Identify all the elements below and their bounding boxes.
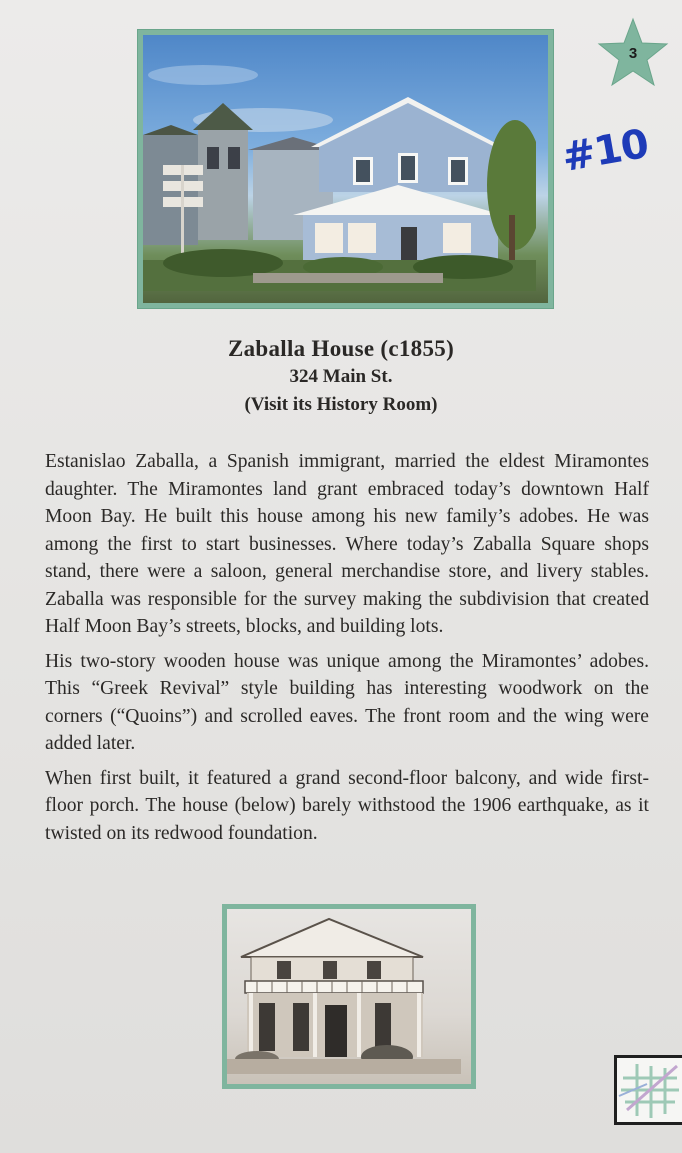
bottom-photo-frame (222, 904, 476, 1089)
address: 324 Main St. (289, 366, 393, 387)
historic-house-photo (227, 909, 471, 1084)
locator-map (614, 1055, 682, 1125)
house-photo (143, 35, 548, 303)
map-icon (617, 1058, 682, 1122)
handwritten-note: #10 (558, 120, 652, 182)
page-number-badge (597, 17, 669, 89)
heading-block (0, 335, 682, 419)
page-title: Zaballa House (c1855) (227, 336, 455, 361)
paragraph: When first built, it featured a grand second-floor balcony, and wide first-floor porch. The house (below) barely withstood the 1906 earthquake, as it twisted on its redwood foundation. (45, 767, 649, 844)
page-number: 3 (628, 45, 638, 62)
paragraph: Estanislao Zaballa, a Spanish immigrant, married the eldest Miramontes daughter. The Miramontes land grant embraced today’s downtown Half Moon Bay. He built this house among his new family’s adobes. He was among the first to start businesses. Where today’s Zaballa Square shops stand, there were a saloon, general merchandise store, and livery stables. Zaballa was responsible for the survey making the subdivision that created Half Moon Bay’s streets, blocks, and building lots. (45, 451, 649, 637)
visit-note: (Visit its History Room) (244, 394, 438, 415)
body-text (45, 448, 649, 854)
top-photo-frame (137, 29, 554, 309)
paragraph: His two-story wooden house was unique among the Miramontes’ adobes. This “Greek Revival” style building has interesting woodwork on the corners (“Quoins”) and scrolled eaves. The front room and the wing were added later. (45, 650, 649, 754)
